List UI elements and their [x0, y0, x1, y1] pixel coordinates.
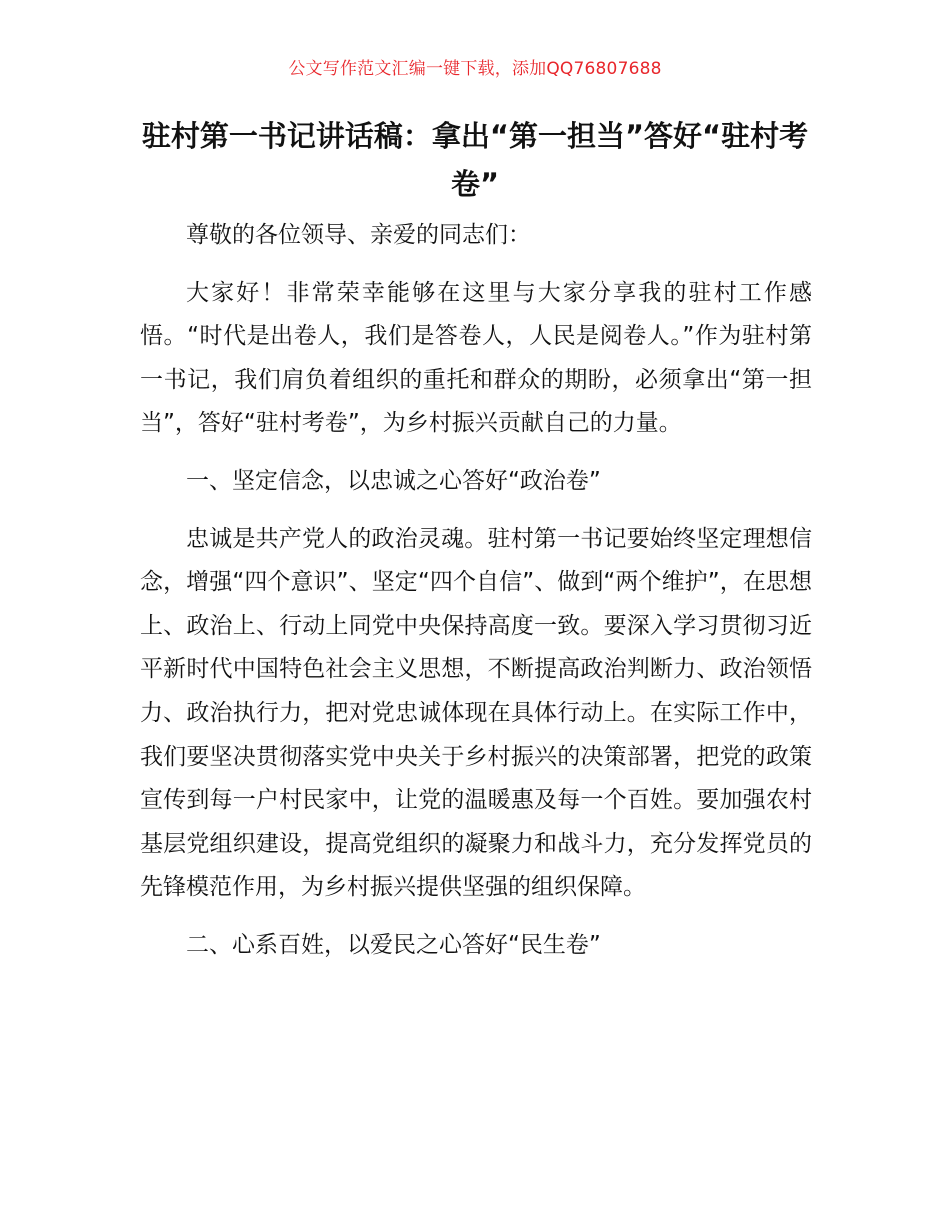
download-banner: 公文写作范文汇编一键下载，添加QQ76807688 — [288, 59, 662, 79]
salutation-paragraph: 尊敬的各位领导、亲爱的同志们： — [186, 222, 531, 248]
document-body — [140, 214, 812, 982]
section-1-paragraph: 忠诚是共产党人的政治灵魂。驻村第一书记要始终坚定理想信念，增强“四个意识”、坚定“四个自信”、做到“两个维护”，在思想上、政治上、行动上同党中央保持高度一致。要深入学习贯彻习近平新时代中国特色社会主义思想，不断提高政治判断力、政治领悟力、政治执行力，把对党忠诚体现在具体行动上。在实际工作中，我们要坚决贯彻落实党中央关于乡村振兴的决策部署，把党的政策宣传到每一户村民家中，让党的温暖惠及每一个百姓。要加强农村基层党组织建设，提高党组织的凝聚力和战斗力，充分发挥党员的先锋模范作用，为乡村振兴提供坚强的组织保障。 — [140, 525, 812, 901]
section-heading-2: 二、心系百姓，以爱民之心答好“民生卷” — [186, 931, 601, 958]
document-title: 驻村第一书记讲话稿：拿出“第一担当”答好“驻村考卷” — [141, 119, 809, 201]
section-heading-1: 一、坚定信念，以忠诚之心答好“政治卷” — [186, 467, 601, 494]
intro-paragraph: 大家好！非常荣幸能够在这里与大家分享我的驻村工作感悟。“时代是出卷人，我们是答卷人，人民是阅卷人。”作为驻村第一书记，我们肩负着组织的重托和群众的期盼，必须拿出“第一担当”，答好“驻村考卷”，为乡村振兴贡献自己的力量。 — [140, 279, 812, 437]
